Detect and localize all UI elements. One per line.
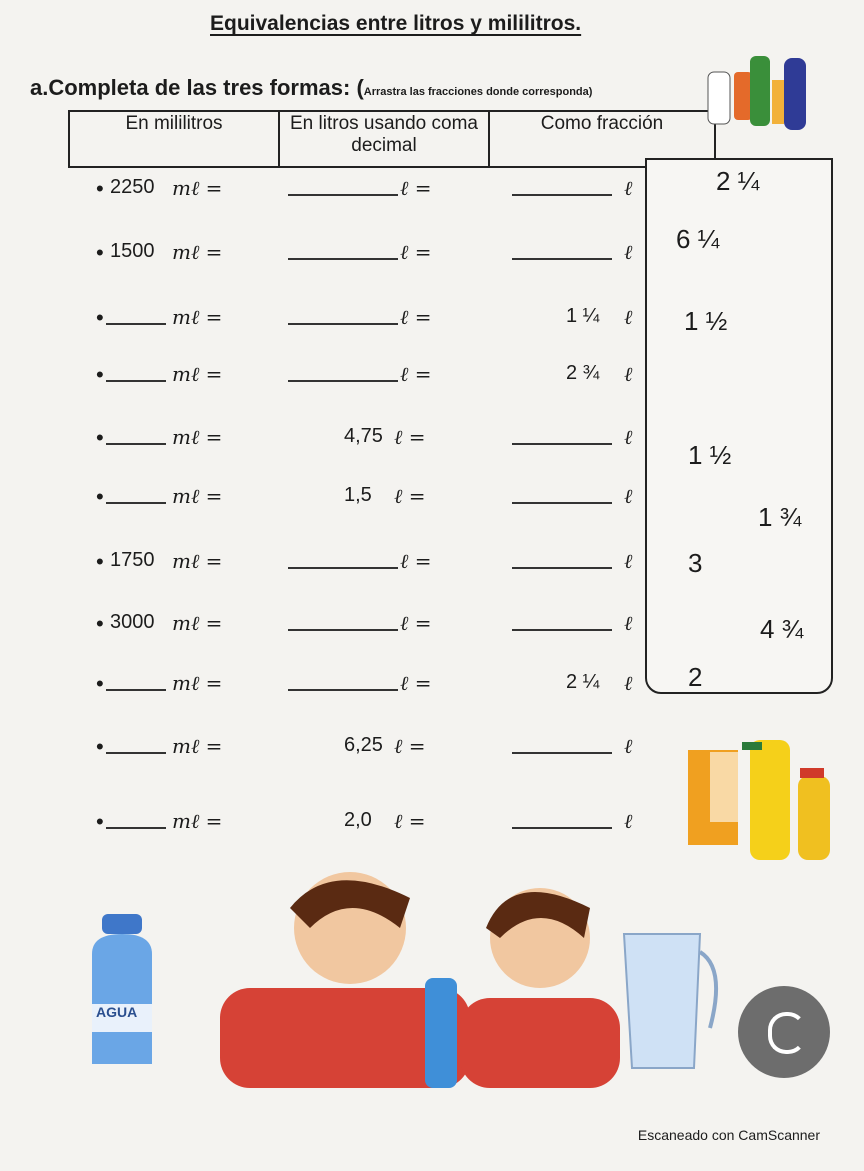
water-bottle-illustration (82, 914, 192, 1074)
ml-value: 1750 (110, 549, 155, 571)
l-suffix: ℓ (624, 809, 633, 833)
ml-unit: mℓ = (172, 671, 223, 695)
fraction-tile[interactable]: 2 ¼ (716, 166, 760, 196)
exercise-row (0, 176, 640, 210)
exercise-row (0, 809, 640, 843)
l-unit: ℓ = (400, 240, 432, 264)
bullet: • (96, 549, 104, 574)
bullet: • (96, 425, 104, 450)
decimal-blank[interactable] (288, 305, 398, 325)
header-table (68, 110, 716, 168)
ml-unit: mℓ = (172, 240, 223, 264)
fraction-panel (645, 158, 833, 694)
ml-unit: mℓ = (172, 611, 223, 635)
instruction-sub: Arrastra las fracciones donde corresponda) (363, 86, 593, 98)
bullet: • (96, 671, 104, 696)
fraction-tile[interactable]: 1 ½ (688, 440, 732, 470)
exercise-row (0, 611, 640, 645)
jug-illustration (618, 928, 728, 1078)
bullet: • (96, 305, 104, 330)
exercise-row (0, 305, 640, 339)
fraction-value: 2 ¾ (566, 362, 600, 384)
l-suffix: ℓ (624, 549, 633, 573)
fraction-blank[interactable] (512, 809, 612, 829)
fraction-blank[interactable] (512, 549, 612, 569)
l-unit: ℓ = (394, 734, 426, 758)
exercise-row (0, 671, 640, 705)
l-unit: ℓ = (400, 611, 432, 635)
l-suffix: ℓ (624, 425, 633, 449)
ml-blank[interactable] (106, 484, 166, 504)
bottles-illustration (700, 50, 810, 140)
ml-value: 2250 (110, 176, 155, 198)
decimal-value: 2,0 (344, 809, 372, 831)
decimal-value: 4,75 (344, 425, 383, 447)
fraction-blank[interactable] (512, 240, 612, 260)
ml-blank[interactable] (106, 362, 166, 382)
l-suffix: ℓ (624, 734, 633, 758)
decimal-value: 6,25 (344, 734, 383, 756)
ml-blank[interactable] (106, 425, 166, 445)
exercise-row (0, 425, 640, 459)
juice-carton-illustration (680, 730, 840, 870)
bottle-label: AGUA (96, 1004, 138, 1020)
ml-value: 1500 (110, 240, 155, 262)
ml-unit: mℓ = (172, 734, 223, 758)
ml-blank[interactable] (106, 809, 166, 829)
fraction-value: 1 ¼ (566, 305, 600, 327)
fraction-tile[interactable]: 4 ¾ (760, 614, 804, 644)
fraction-blank[interactable] (512, 734, 612, 754)
scan-button[interactable] (738, 986, 830, 1078)
ml-blank[interactable] (106, 305, 166, 325)
bullet: • (96, 611, 104, 636)
fraction-value: 2 ¼ (566, 671, 600, 693)
exercise-row (0, 549, 640, 583)
fraction-blank[interactable] (512, 484, 612, 504)
fraction-tile[interactable]: 1 ¾ (758, 502, 802, 532)
ml-unit: mℓ = (172, 305, 223, 329)
instruction-main: a.Completa de las tres formas: ( (30, 75, 364, 100)
decimal-blank[interactable] (288, 671, 398, 691)
decimal-blank[interactable] (288, 549, 398, 569)
exercise-row (0, 734, 640, 768)
fraction-blank[interactable] (512, 425, 612, 445)
decimal-blank[interactable] (288, 240, 398, 260)
fraction-tile[interactable]: 3 (688, 548, 703, 578)
l-unit: ℓ = (400, 362, 432, 386)
l-suffix: ℓ (624, 240, 633, 264)
exercise-row (0, 240, 640, 274)
bullet: • (96, 176, 104, 201)
fraction-tile[interactable]: 6 ¼ (676, 224, 720, 254)
decimal-blank[interactable] (288, 176, 398, 196)
decimal-blank[interactable] (288, 362, 398, 382)
exercise-row (0, 362, 640, 396)
l-suffix: ℓ (624, 362, 633, 386)
lens-icon (768, 1012, 806, 1054)
l-unit: ℓ = (394, 809, 426, 833)
ml-blank[interactable] (106, 671, 166, 691)
ml-unit: mℓ = (172, 362, 223, 386)
fraction-blank[interactable] (512, 611, 612, 631)
bullet: • (96, 484, 104, 509)
l-suffix: ℓ (624, 671, 633, 695)
header-fraction: Como fracción (489, 111, 715, 167)
ml-unit: mℓ = (172, 176, 223, 200)
ml-blank[interactable] (106, 734, 166, 754)
l-unit: ℓ = (394, 484, 426, 508)
exercise-row (0, 484, 640, 518)
fraction-tile[interactable]: 1 ½ (684, 306, 728, 336)
bullet: • (96, 362, 104, 387)
bullet: • (96, 809, 104, 834)
ml-unit: mℓ = (172, 425, 223, 449)
l-unit: ℓ = (400, 176, 432, 200)
footer-text: Escaneado con CamScanner (637, 1127, 820, 1143)
page-title: Equivalencias entre litros y mililitros. (210, 12, 582, 35)
l-unit: ℓ = (400, 305, 432, 329)
l-suffix: ℓ (624, 484, 633, 508)
bullet: • (96, 240, 104, 265)
decimal-value: 1,5 (344, 484, 372, 506)
children-illustration (180, 868, 650, 1088)
ml-unit: mℓ = (172, 549, 223, 573)
ml-unit: mℓ = (172, 809, 223, 833)
ml-value: 3000 (110, 611, 155, 633)
instruction (30, 75, 592, 101)
fraction-blank[interactable] (512, 176, 612, 196)
decimal-blank[interactable] (288, 611, 398, 631)
l-unit: ℓ = (394, 425, 426, 449)
l-suffix: ℓ (624, 305, 633, 329)
ml-unit: mℓ = (172, 484, 223, 508)
header-ml: En mililitros (69, 111, 279, 167)
l-unit: ℓ = (400, 549, 432, 573)
l-suffix: ℓ (624, 611, 633, 635)
l-suffix: ℓ (624, 176, 633, 200)
l-unit: ℓ = (400, 671, 432, 695)
bullet: • (96, 734, 104, 759)
fraction-tile[interactable]: 2 (688, 662, 703, 692)
header-decimal: En litros usando coma decimal (279, 111, 489, 167)
